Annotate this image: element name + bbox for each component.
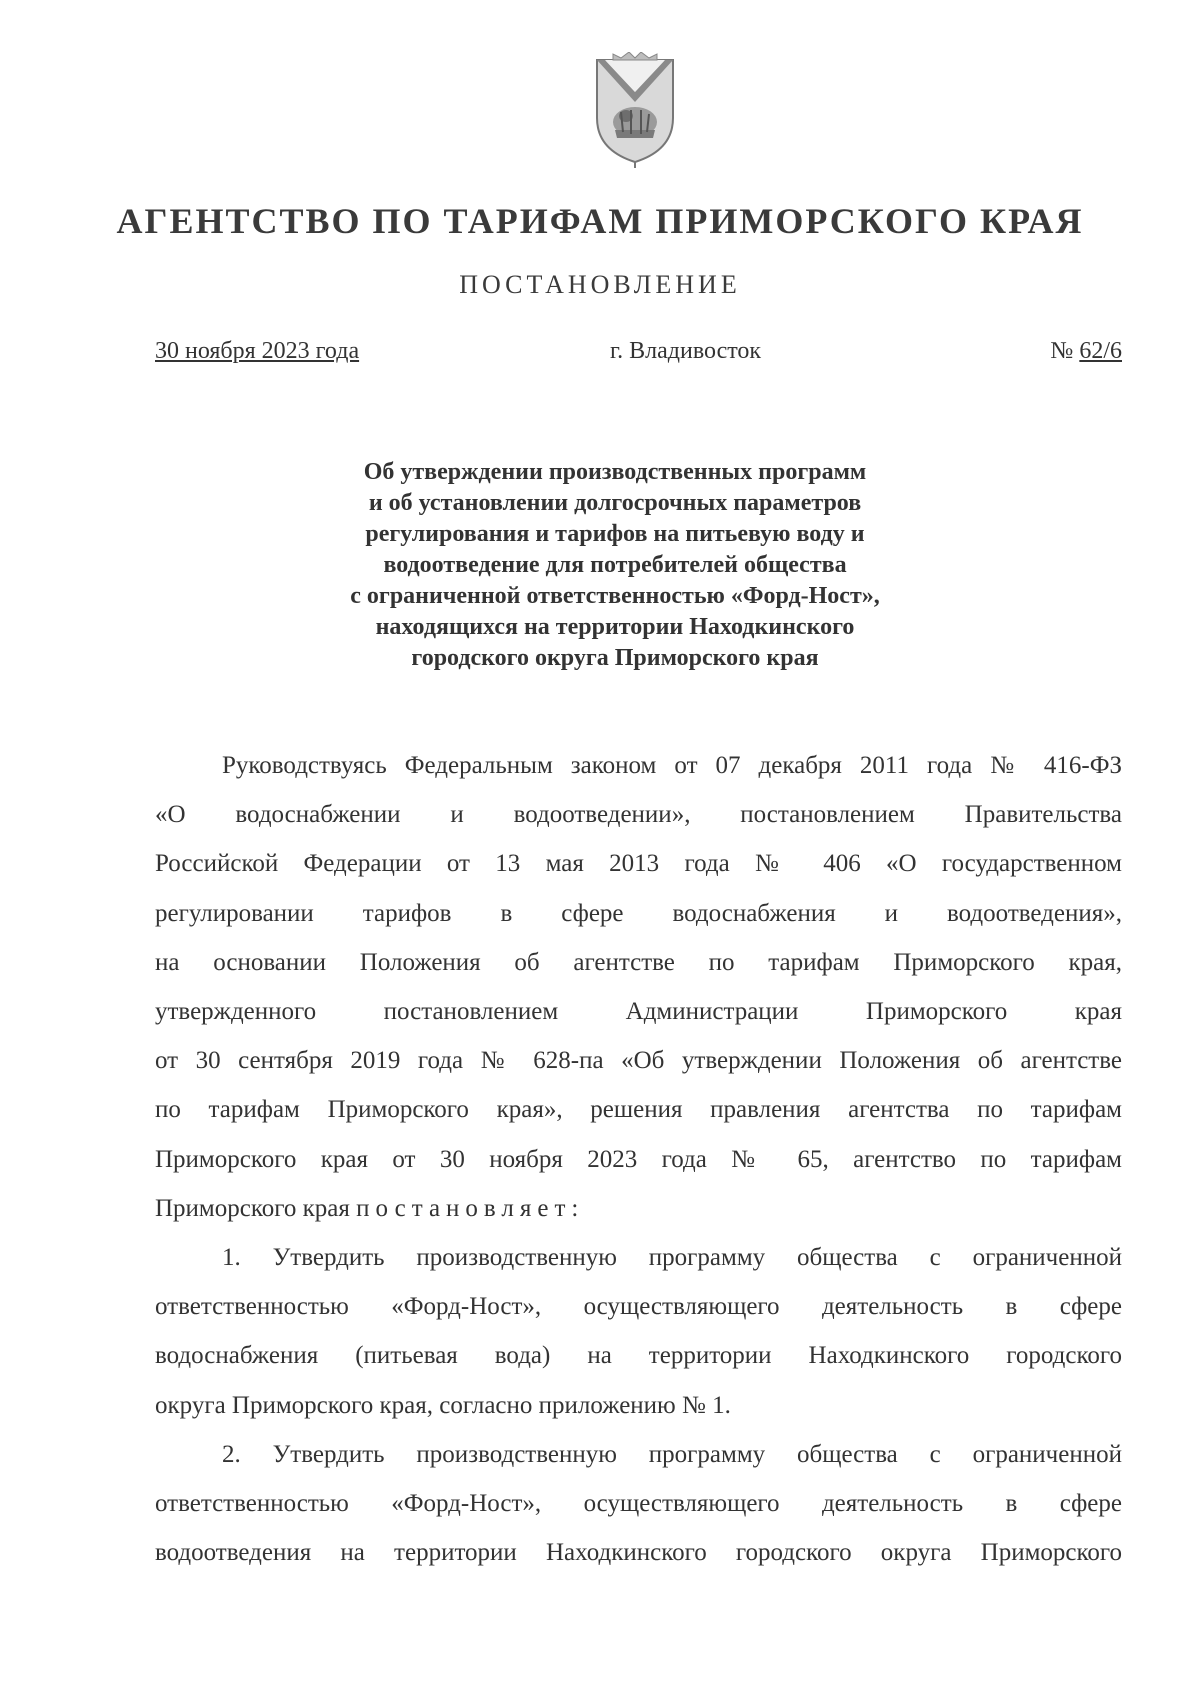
text-line: Приморского края от 30 ноября 2023 года № 65, агентство по тарифам [155,1145,1122,1173]
document-number-value: 62/6 [1079,338,1122,364]
text-line: на основании Положения об агентстве по тарифам Приморского края, [155,948,1122,976]
text-line: Российской Федерации от 13 мая 2013 года № 406 «О государственном [155,850,1122,878]
text-line: регулировании тарифов в сфере водоснабжения и водоотведения», [155,899,1122,927]
text-line [155,1184,1122,1233]
text-line: Руководствуясь Федеральным законом от 07 декабря 2011 года № 416-ФЗ [222,752,1122,779]
item-2-paragraph [155,1430,1122,1578]
document-body [155,741,1122,1577]
document-subject [240,457,990,674]
coat-of-arms-icon [585,52,685,170]
subject-line: находящихся на территории Находкинского [375,614,855,640]
text-line: ответственностью «Форд-Ност», осуществляющего деятельность в сфере [155,1490,1122,1518]
document-date: 30 ноября 2023 года [155,338,360,364]
text-line: 1. Утвердить производственную программу общества с ограниченной [222,1244,1122,1272]
document-type: ПОСТАНОВЛЕНИЕ [459,270,741,299]
subject-line: с ограниченной ответственностью «Форд-Ност», [350,583,880,609]
text-line: «О водоснабжении и водоотведении», постановлением Правительства [155,801,1122,829]
preamble-ending: Приморского края [155,1194,357,1222]
subject-line: водоотведение для потребителей общества [383,552,847,578]
document-city: г. Владивосток [610,338,762,364]
text-line: водоотведения на территории Находкинского городского округа Приморского [155,1539,1122,1567]
document-meta [155,338,1122,372]
subject-line: и об установлении долгосрочных параметров [368,490,862,516]
text-line: утвержденного постановлением Администрации Приморского края [155,998,1122,1026]
preamble-paragraph [155,741,1122,1233]
text-line: 2. Утвердить производственную программу общества с ограниченной [222,1440,1122,1468]
subject-line: регулирования и тарифов на питьевую воду и [365,521,865,547]
text-line: водоснабжения (питьевая вода) на территории Находкинского городского [155,1342,1122,1370]
text-line: ответственностью «Форд-Ност», осуществляющего деятельность в сфере [155,1293,1122,1321]
resolves-word: постановляет [356,1194,572,1222]
agency-name: АГЕНТСТВО ПО ТАРИФАМ ПРИМОРСКОГО КРАЯ [116,201,1084,241]
text-line: округа Приморского края, согласно приложению № 1. [155,1391,731,1419]
document-number-prefix: № [1050,338,1080,364]
text-line: по тарифам Приморского края», решения правления агентства по тарифам [155,1096,1122,1124]
document-number [1050,338,1122,365]
text-line: от 30 сентября 2019 года № 628-па «Об утверждении Положения об агентстве [155,1047,1122,1075]
resolves-colon: : [571,1194,579,1222]
subject-line: городского округа Приморского края [411,645,819,671]
subject-line: Об утверждении производственных программ [363,459,867,485]
item-1-paragraph [155,1233,1122,1430]
